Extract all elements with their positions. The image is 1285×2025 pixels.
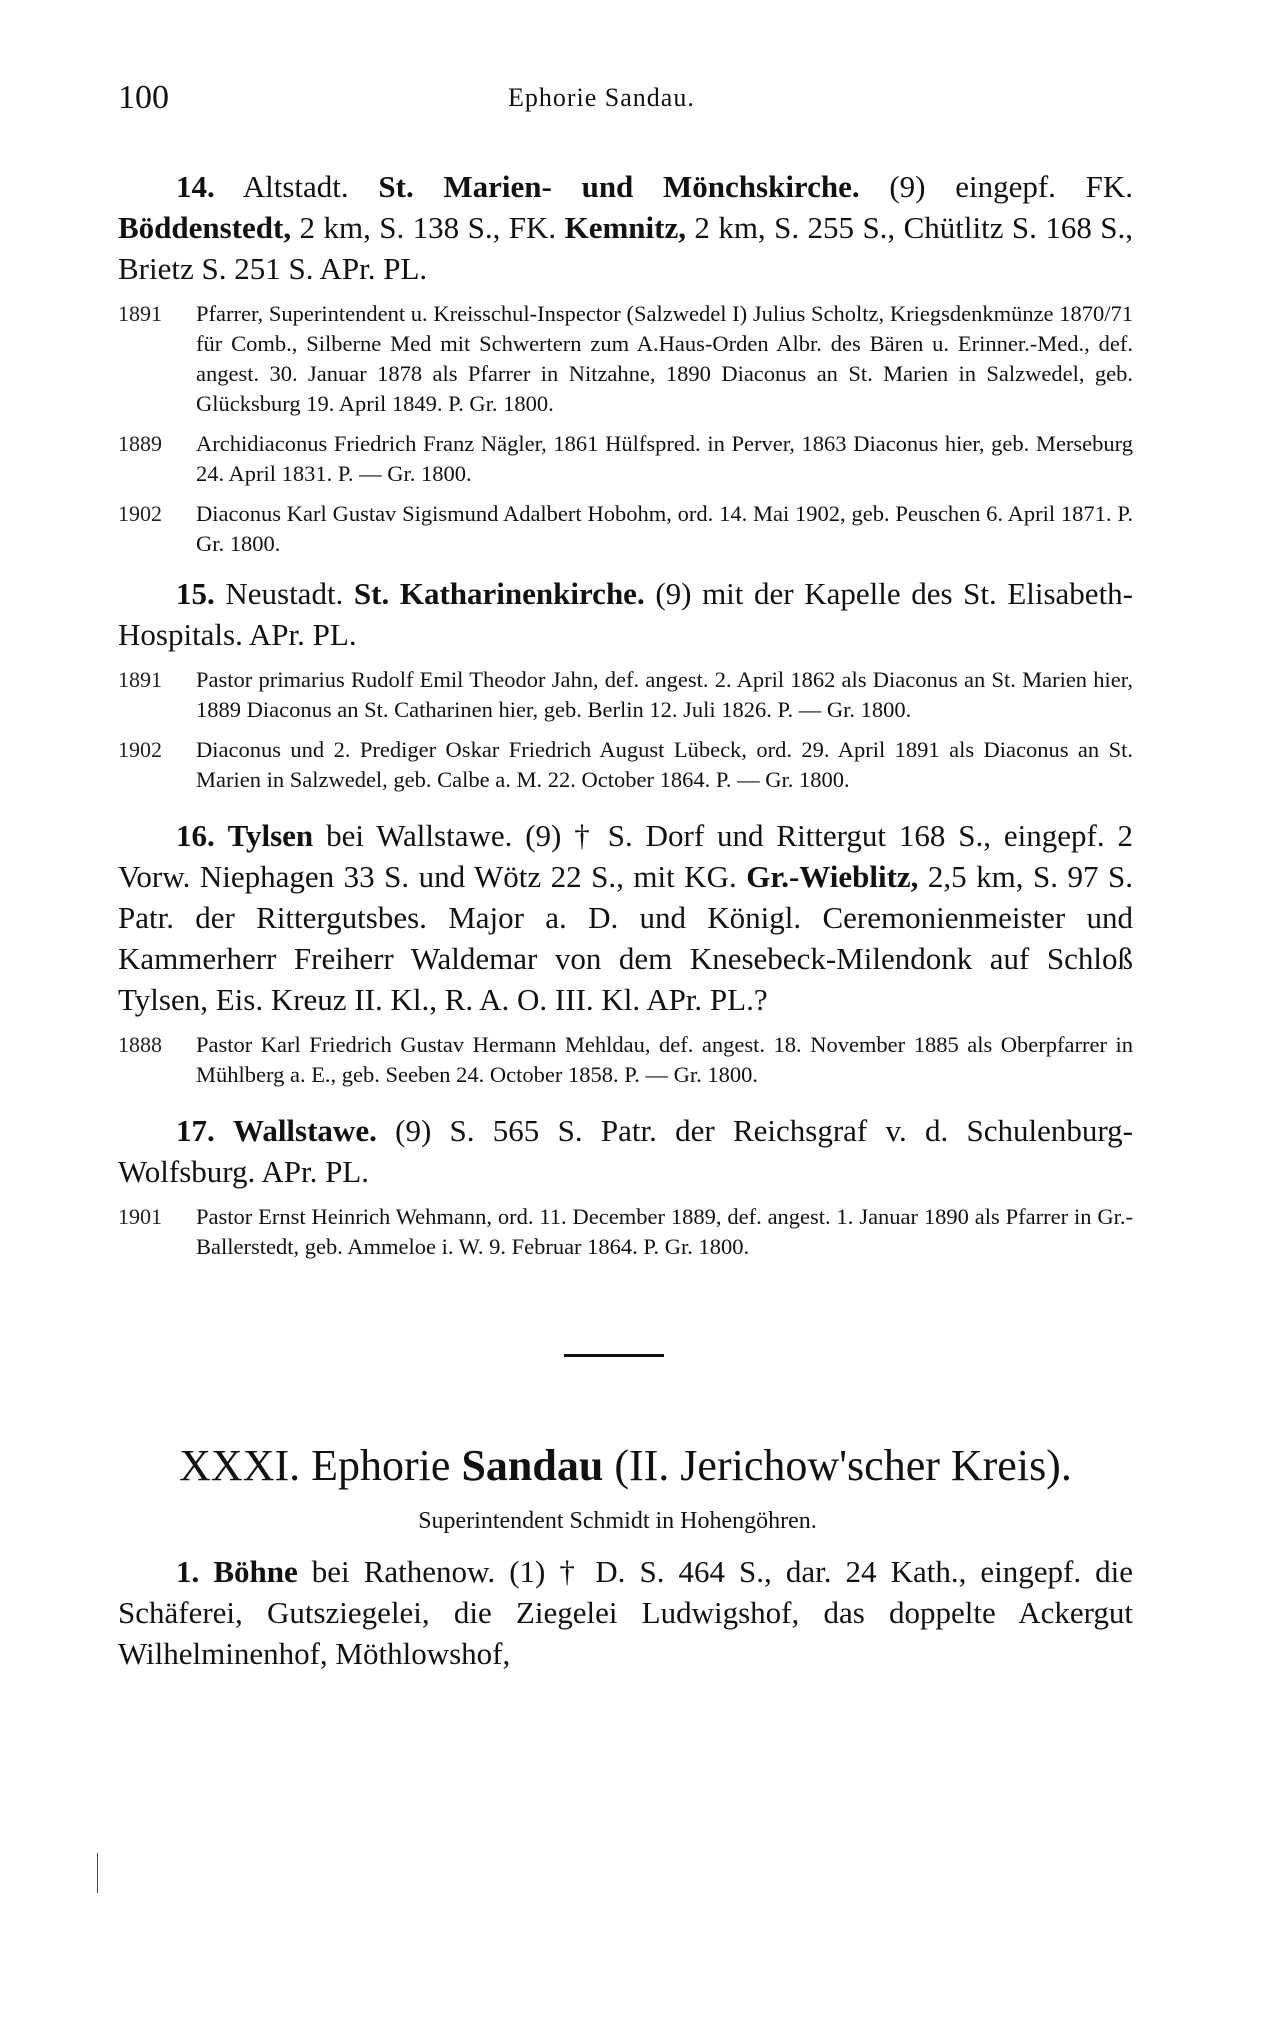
- entry-text: 2,5 km, S. 97 S. Patr. der Rittergutsbes. Major a. D. und Königl. Ceremonienmeister und Kammerherr Freiherr Waldemar von dem Knesebeck-Milendonk auf Schloß Tylsen, Eis. Kreuz II. Kl., R. A. O. III. Kl. APr. PL.?: [118, 859, 1133, 1017]
- clergy-text: Archidiaconus Friedrich Franz Nägler, 1861 Hülfspred. in Perver, 1863 Diaconus hier, geb. Merseburg 24. April 1831. P. — Gr. 1800.: [196, 431, 1133, 486]
- section-numeral: XXXI.: [179, 1441, 301, 1490]
- running-head: [118, 78, 1128, 122]
- entry-number: 17.: [176, 1113, 215, 1148]
- clergy-record: [118, 429, 1133, 489]
- entry-text: (9) S. 565 S. Patr. der Reichsgraf v. d. Schulenburg-Wolfsburg. APr. PL.: [118, 1113, 1134, 1189]
- clergy-record: [118, 735, 1133, 795]
- clergy-text: Diaconus und 2. Prediger Oskar Friedrich August Lübeck, ord. 29. April 1891 als Diaconus an St. Marien in Salzwedel, geb. Calbe a. M. 22. October 1864. P. — Gr. 1800.: [196, 737, 1133, 792]
- clergy-year: 1888: [118, 1032, 162, 1057]
- clergy-year: 1902: [118, 501, 162, 526]
- clergy-record: [118, 499, 1133, 559]
- section-suffix: (II. Jerichow'scher Kreis).: [614, 1441, 1072, 1490]
- clergy-record: [118, 1202, 1133, 1262]
- clergy-year: 1889: [118, 431, 162, 456]
- clergy-year: 1902: [118, 737, 162, 762]
- section-title: [118, 1437, 1133, 1495]
- entry-church-name: St. Katharinenkirche.: [353, 576, 645, 611]
- entry-filial-name: Gr.-Wieblitz,: [746, 859, 919, 894]
- clergy-record: [118, 299, 1133, 419]
- clergy-text: Pfarrer, Superintendent u. Kreisschul-Inspector (Salzwedel I) Julius Scholtz, Kriegsdenkmünze 1870/71 für Comb., Silberne Med mit Schwertern zum A.Haus-Orden Albr. des Bären u. Erinner.-Med., def. angest. 30. Januar 1878 als Pfarrer in Nitzahne, 1890 Diaconus an St. Marien in Salzwedel, geb. Glücksburg 19. April 1849. P. Gr. 1800.: [196, 301, 1133, 416]
- entry-16-heading: [118, 815, 1133, 1020]
- entry-number: 14.: [176, 169, 215, 204]
- section-divider: [564, 1354, 664, 1357]
- clergy-record: [118, 1030, 1133, 1090]
- clergy-text: Pastor Karl Friedrich Gustav Hermann Mehldau, def. angest. 18. November 1885 als Oberpfarrer in Mühlberg a. E., geb. Seeben 24. October 1858. P. — Gr. 1800.: [196, 1032, 1133, 1087]
- section-name: Sandau: [461, 1441, 604, 1490]
- entry-14-heading: [118, 166, 1133, 289]
- entry-district: Altstadt.: [242, 169, 349, 204]
- section-prefix: Ephorie: [311, 1441, 451, 1490]
- running-title: Ephorie Sandau.: [508, 83, 695, 112]
- clergy-text: Diaconus Karl Gustav Sigismund Adalbert Hobohm, ord. 14. Mai 1902, geb. Peuschen 6. April 1871. P. Gr. 1800.: [196, 501, 1133, 556]
- page-content: [118, 166, 1133, 1674]
- clergy-text: Pastor primarius Rudolf Emil Theodor Jahn, def. angest. 2. April 1862 als Diaconus an St. Marien hier, 1889 Diaconus an St. Catharinen hier, geb. Berlin 12. Juli 1826. P. — Gr. 1800.: [196, 667, 1133, 722]
- section-superintendent: Superintendent Schmidt in Hohengöhren.: [418, 1508, 817, 1534]
- margin-mark: [97, 1853, 98, 1893]
- entry-district: Neustadt.: [225, 576, 344, 611]
- clergy-record: [118, 665, 1133, 725]
- clergy-year: 1891: [118, 301, 162, 326]
- entry-text: (9) mit der Kapelle des St. Elisabeth-Hospitals. APr. PL.: [118, 576, 1134, 652]
- entry-text: bei Rathenow. (1) † D. S. 464 S., dar. 24 Kath., eingepf. die Schäferei, Gutsziegelei, die Ziegelei Ludwigshof, das doppelte Ackergut Wilhelminenhof, Möthlowshof,: [118, 1554, 1134, 1671]
- entry-text: 2 km, S. 138 S., FK.: [291, 210, 565, 245]
- entry-parish-name: Tylsen: [227, 818, 314, 853]
- entry-church-name: St. Marien- und Mönchskirche.: [378, 169, 860, 204]
- clergy-text: Pastor Ernst Heinrich Wehmann, ord. 11. December 1889, def. angest. 1. Januar 1890 als Pfarrer in Gr.-Ballerstedt, geb. Ammeloe i. W. 9. Februar 1864. P. Gr. 1800.: [196, 1204, 1133, 1259]
- section-entry-1-heading: [118, 1551, 1133, 1674]
- entry-number: 1.: [176, 1554, 200, 1589]
- entry-filial-name: Böddenstedt,: [118, 210, 292, 245]
- entry-parish-name: Böhne: [213, 1554, 298, 1589]
- entry-15-heading: [118, 573, 1133, 655]
- clergy-year: 1891: [118, 667, 162, 692]
- page-number: 100: [118, 79, 169, 116]
- entry-number: 16.: [176, 818, 215, 853]
- entry-parish-name: Wallstawe.: [233, 1113, 377, 1148]
- entry-filial-name: Kemnitz,: [564, 210, 686, 245]
- entry-text: 2 km, S. 255 S., Chütlitz S. 168 S., Brietz S. 251 S. APr. PL.: [118, 210, 1133, 286]
- entry-text: (9) eingepf. FK.: [889, 169, 1134, 204]
- entry-text: bei Wallstawe. (9) † S. Dorf und Rittergut 168 S., eingepf. 2 Vorw. Niephagen 33 S. und Wötz 22 S., mit KG.: [118, 818, 1133, 894]
- entry-17-heading: [118, 1110, 1133, 1192]
- entry-number: 15.: [176, 576, 215, 611]
- clergy-year: 1901: [118, 1204, 162, 1229]
